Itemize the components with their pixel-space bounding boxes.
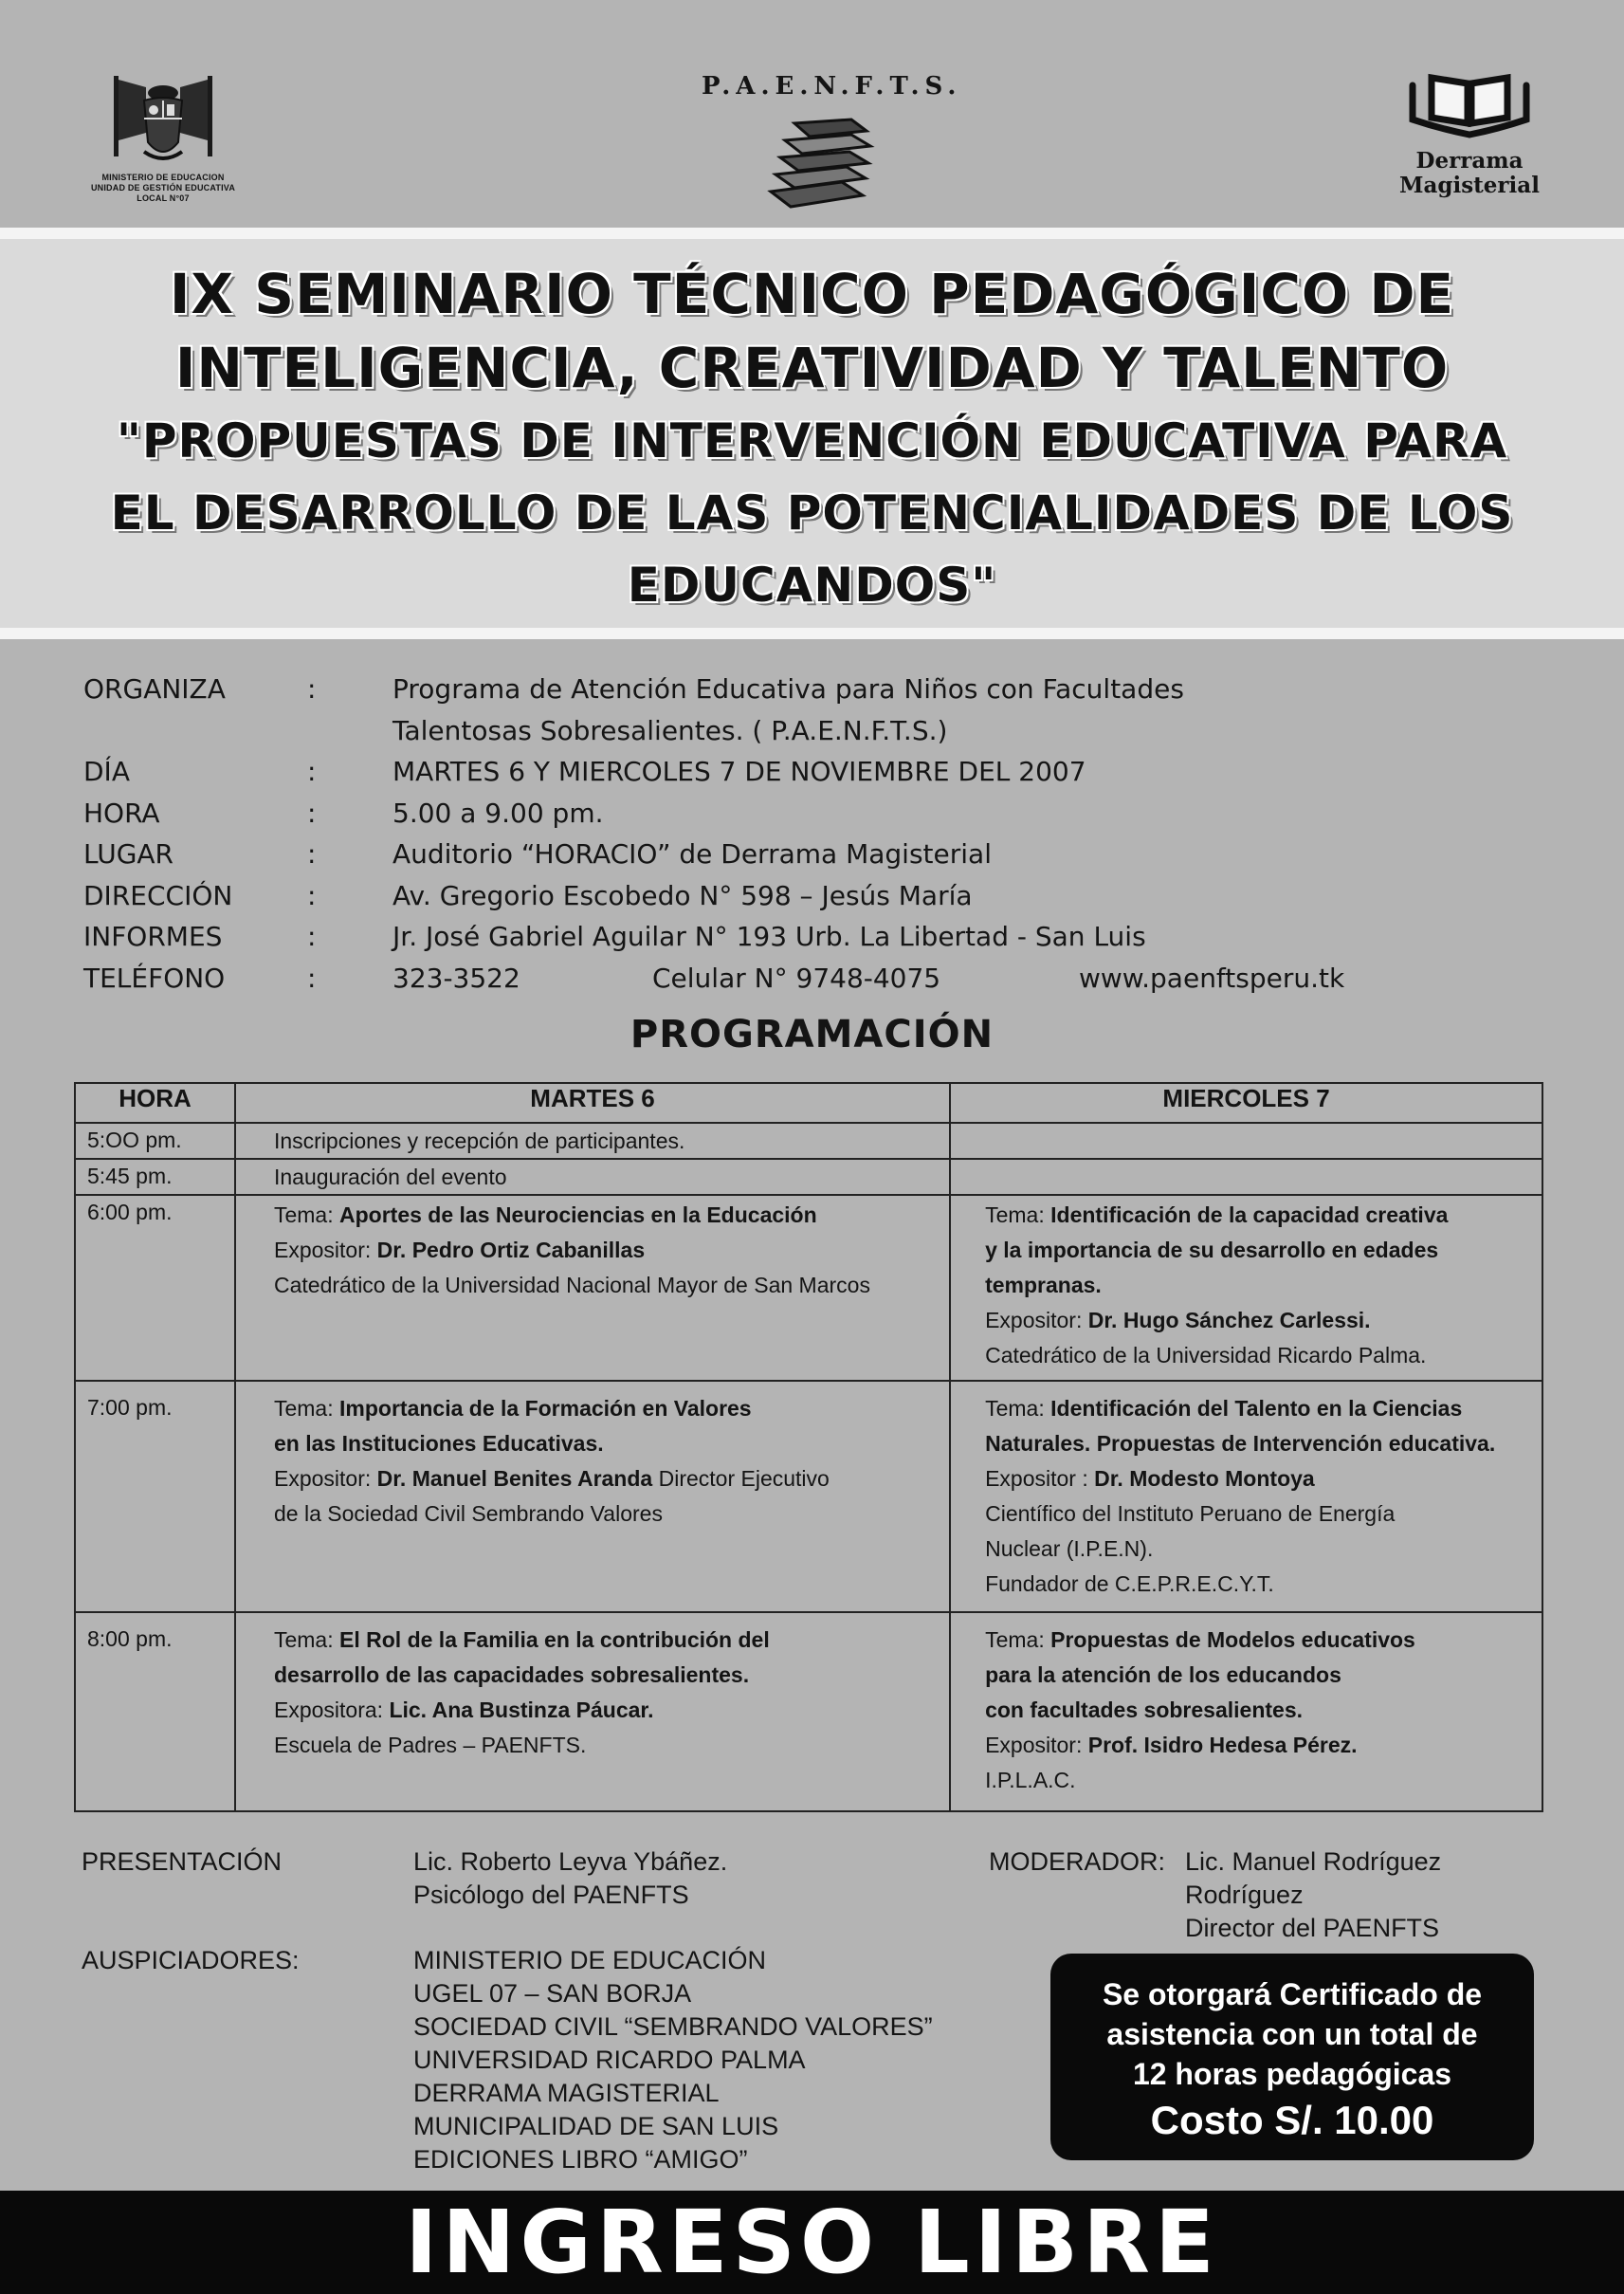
- coat-of-arms-icon: [78, 66, 248, 171]
- martes-expositor: Dr. Manuel Benites Aranda: [376, 1466, 653, 1491]
- mier-tema-1: Identificación de la capacidad creativa: [1050, 1202, 1449, 1227]
- telefono-value: 323-3522: [392, 963, 520, 994]
- mier-cargo: Catedrático de la Universidad Ricardo Palma.: [985, 1343, 1427, 1367]
- colon: :: [307, 963, 317, 994]
- table-row: [75, 1123, 1542, 1159]
- paenfts-arc-text: P.A.E.N.F.T.S.: [702, 72, 962, 101]
- auspiciador-item: EDICIONES LIBRO “AMIGO”: [413, 2145, 748, 2174]
- martes-tema-2: desarrollo de las capacidades sobresalientes.: [273, 1662, 750, 1687]
- title-line-2: INTELIGENCIA, CREATIVIDAD Y TALENTO: [174, 336, 1450, 400]
- mier-tema-2: para la atención de los educandos: [985, 1662, 1341, 1687]
- tema-label: Tema:: [273, 1396, 340, 1421]
- tema-label: Tema:: [273, 1202, 340, 1227]
- auspiciador-item: MINISTERIO DE EDUCACIÓN: [413, 1946, 767, 1974]
- mier-cargo: I.P.L.A.C.: [985, 1768, 1076, 1792]
- header-hora: HORA: [75, 1083, 235, 1123]
- header-martes: MARTES 6: [235, 1083, 950, 1123]
- certificate-box: [1050, 1954, 1534, 2160]
- subtitle-line-3: EDUCANDOS": [627, 558, 997, 613]
- table-row: [75, 1159, 1542, 1195]
- info-telefono: [83, 963, 1562, 1000]
- mier-cargo-2: Nuclear (I.P.E.N).: [985, 1536, 1154, 1561]
- title-line-1: IX SEMINARIO TÉCNICO PEDAGÓGICO DE: [169, 262, 1455, 326]
- mier-tema-2: Naturales. Propuestas de Intervención educativa.: [985, 1431, 1496, 1456]
- paenfts-logo: [702, 64, 962, 216]
- header-logos: [0, 0, 1624, 228]
- mier-expositor: Prof. Isidro Hedesa Pérez.: [1087, 1733, 1358, 1757]
- website-link[interactable]: www.paenftsperu.tk: [1079, 963, 1345, 994]
- title-box: [0, 239, 1624, 628]
- mier-tema-2: y la importancia de su desarrollo en edades: [985, 1238, 1439, 1262]
- presentacion-name: Lic. Roberto Leyva Ybáñez.: [413, 1847, 728, 1876]
- presentacion-role: Psicólogo del PAENFTS: [413, 1881, 689, 1909]
- colon: :: [307, 880, 317, 911]
- organiza-label: ORGANIZA: [83, 673, 226, 705]
- expositor-label: Expositor:: [273, 1466, 377, 1491]
- certificate-line-3: 12 horas pedagógicas: [1132, 2057, 1452, 2091]
- auspiciador-item: MUNICIPALIDAD DE SAN LUIS: [413, 2112, 779, 2140]
- martes-tema-1: El Rol de la Familia en la contribución del: [339, 1627, 770, 1652]
- expositor-label: Expositor:: [985, 1308, 1088, 1332]
- table-row: [75, 1195, 1542, 1381]
- ministry-caption-2: UNIDAD DE GESTIÓN EDUCATIVA: [90, 183, 236, 193]
- auspiciador-item: UNIVERSIDAD RICARDO PALMA: [413, 2046, 806, 2074]
- row-miercoles-empty: [950, 1159, 1542, 1195]
- telefono-label: TELÉFONO: [83, 963, 226, 994]
- martes-activity: Inauguración del evento: [273, 1165, 507, 1189]
- row-martes: [235, 1195, 950, 1381]
- martes-tema: Aportes de las Neurociencias en la Educación: [339, 1202, 817, 1227]
- colon: :: [307, 798, 317, 829]
- mier-tema-3: tempranas.: [985, 1273, 1102, 1297]
- row-time: 6:00 pm.: [75, 1195, 235, 1381]
- tema-label: Tema:: [273, 1627, 340, 1652]
- expositora-label: Expositora:: [273, 1698, 390, 1722]
- martes-cargo-2: de la Sociedad Civil Sembrando Valores: [273, 1501, 663, 1526]
- direccion-label: DIRECCIÓN: [83, 880, 233, 911]
- martes-expositor: Dr. Pedro Ortiz Cabanillas: [376, 1238, 646, 1262]
- auspiciador-item: SOCIEDAD CIVIL “SEMBRANDO VALORES”: [413, 2012, 933, 2041]
- organiza-value-2: Talentosas Sobresalientes. ( P.A.E.N.F.T.S.): [392, 715, 948, 746]
- row-miercoles-empty: [950, 1123, 1542, 1159]
- tema-label: Tema:: [985, 1202, 1051, 1227]
- table-header-row: [75, 1083, 1542, 1123]
- organiza-value-1: Programa de Atención Educativa para Niños con Facultades: [392, 673, 1184, 705]
- row-time: 5:OO pm.: [75, 1123, 235, 1159]
- auspiciadores-label: AUSPICIADORES:: [82, 1946, 300, 1974]
- open-book-hands-icon: [1403, 66, 1536, 142]
- subtitle-line-1: "PROPUESTAS DE INTERVENCIÓN EDUCATIVA PARA: [116, 413, 1508, 468]
- hora-value: 5.00 a 9.00 pm.: [392, 798, 604, 829]
- table-row: [75, 1612, 1542, 1811]
- derrama-logo: [1394, 66, 1545, 209]
- row-time: 5:45 pm.: [75, 1159, 235, 1195]
- free-entry-text: INGRESO LIBRE: [405, 2192, 1219, 2293]
- row-martes: [235, 1159, 950, 1195]
- books-stack-icon: [757, 114, 880, 209]
- programacion-title: PROGRAMACIÓN: [630, 1013, 994, 1056]
- colon: :: [307, 838, 317, 870]
- row-martes: [235, 1123, 950, 1159]
- martes-cargo: Catedrático de la Universidad Nacional Mayor de San Marcos: [273, 1273, 870, 1297]
- divider-bottom: [0, 628, 1624, 639]
- mier-tema-1: Propuestas de Modelos educativos: [1050, 1627, 1415, 1652]
- row-miercoles: [950, 1612, 1542, 1811]
- mier-tema-3: con facultades sobresalientes.: [985, 1698, 1303, 1722]
- celular-value: Celular N° 9748-4075: [652, 963, 941, 994]
- table-row: [75, 1381, 1542, 1612]
- dia-label: DÍA: [83, 756, 130, 787]
- divider-top: [0, 228, 1624, 239]
- row-martes: [235, 1612, 950, 1811]
- derrama-name-2: Magisterial: [1399, 173, 1540, 198]
- mier-cargo-1: Científico del Instituto Peruano de Energía: [985, 1501, 1396, 1526]
- expositor-label: Expositor :: [985, 1466, 1095, 1491]
- colon: :: [307, 756, 317, 787]
- ministry-caption-1: MINISTERIO DE EDUCACION: [101, 173, 225, 182]
- martes-expositora: Lic. Ana Bustinza Páucar.: [389, 1698, 654, 1722]
- mier-expositor: Dr. Hugo Sánchez Carlessi.: [1087, 1308, 1371, 1332]
- mier-tema-1: Identificación del Talento en la Ciencias: [1050, 1396, 1463, 1421]
- expositor-label: Expositor:: [273, 1238, 377, 1262]
- ministry-caption-3: LOCAL N°07: [137, 193, 190, 203]
- mier-cargo-3: Fundador de C.E.P.R.E.C.Y.T.: [985, 1571, 1274, 1596]
- dia-value: MARTES 6 Y MIERCOLES 7 DE NOVIEMBRE DEL 2007: [392, 756, 1086, 787]
- schedule-table: [74, 1082, 1543, 1812]
- moderador-role: Director del PAENFTS: [1185, 1914, 1440, 1942]
- header-miercoles: MIERCOLES 7: [950, 1083, 1542, 1123]
- colon: :: [307, 673, 317, 705]
- expositor-label: Expositor:: [985, 1733, 1088, 1757]
- lugar-label: LUGAR: [83, 838, 174, 870]
- subtitle-line-2: EL DESARROLLO DE LAS POTENCIALIDADES DE LOS: [110, 486, 1514, 541]
- cost-text: Costo S/. 10.00: [1150, 2098, 1434, 2142]
- row-time: 8:00 pm.: [75, 1612, 235, 1811]
- martes-tema-2: en las Instituciones Educativas.: [273, 1431, 604, 1456]
- moderador-name-1: Lic. Manuel Rodríguez: [1185, 1847, 1442, 1876]
- row-miercoles: [950, 1381, 1542, 1612]
- row-martes: [235, 1381, 950, 1612]
- martes-cargo: Escuela de Padres – PAENFTS.: [273, 1733, 587, 1757]
- certificate-line-1: Se otorgará Certificado de: [1102, 1977, 1483, 2011]
- martes-cargo-1: Director Ejecutivo: [652, 1466, 830, 1491]
- martes-tema-1: Importancia de la Formación en Valores: [339, 1396, 752, 1421]
- lugar-value: Auditorio “HORACIO” de Derrama Magisterial: [392, 838, 992, 870]
- auspiciador-item: DERRAMA MAGISTERIAL: [413, 2079, 720, 2107]
- derrama-name-1: Derrama: [1415, 148, 1524, 174]
- certificate-line-2: asistencia con un total de: [1106, 2017, 1478, 2051]
- presentacion-label: PRESENTACIÓN: [82, 1847, 283, 1876]
- colon: :: [307, 921, 317, 952]
- informes-value: Jr. José Gabriel Aguilar N° 193 Urb. La Libertad - San Luis: [392, 921, 1146, 952]
- tema-label: Tema:: [985, 1627, 1051, 1652]
- mier-expositor: Dr. Modesto Montoya: [1094, 1466, 1315, 1491]
- ministry-logo: [78, 66, 248, 218]
- direccion-value: Av. Gregorio Escobedo N° 598 – Jesús María: [392, 880, 973, 911]
- row-time: 7:00 pm.: [75, 1381, 235, 1612]
- moderador-name-2: Rodríguez: [1185, 1881, 1304, 1909]
- hora-label: HORA: [83, 798, 160, 829]
- tema-label: Tema:: [985, 1396, 1051, 1421]
- free-entry-banner: [0, 2191, 1624, 2294]
- auspiciador-item: UGEL 07 – SAN BORJA: [413, 1979, 692, 2008]
- moderador-label: MODERADOR:: [989, 1847, 1166, 1876]
- informes-label: INFORMES: [83, 921, 223, 952]
- row-miercoles: [950, 1195, 1542, 1381]
- martes-activity: Inscripciones y recepción de participantes.: [273, 1129, 685, 1153]
